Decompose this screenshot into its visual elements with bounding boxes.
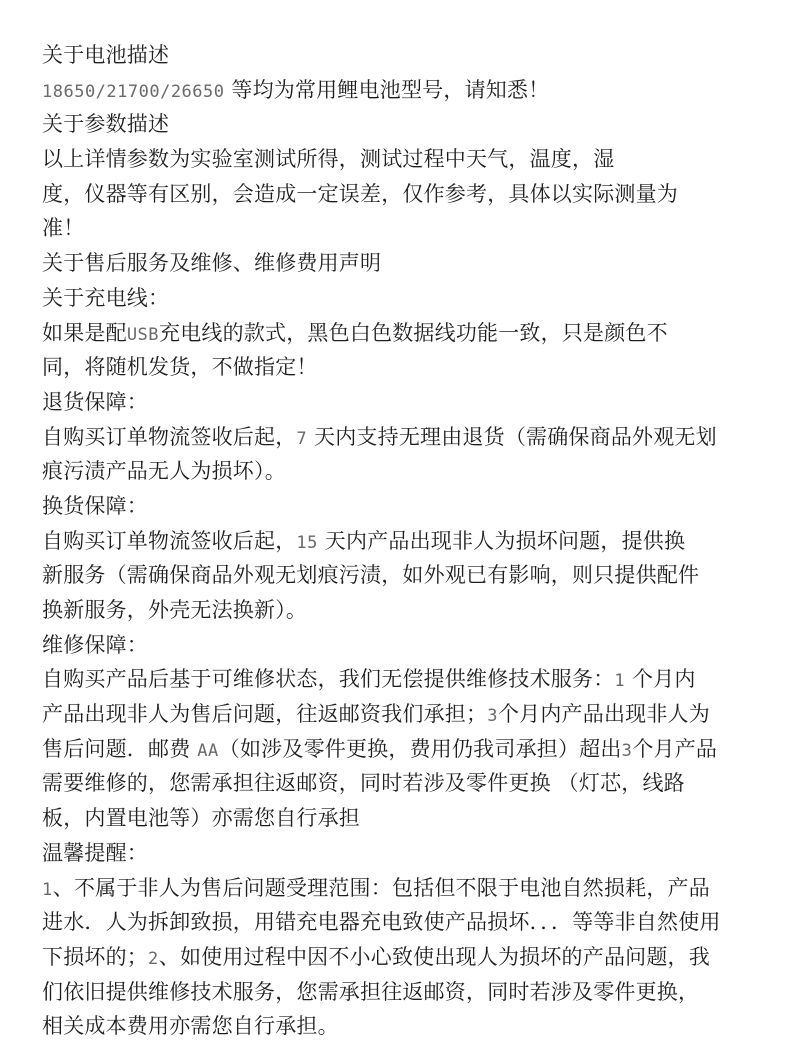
repair-line-1-a: 自购买产品后基于可维修状态，我们无偿提供维修技术服务： xyxy=(42,667,615,692)
params-section-title: 关于参数描述 xyxy=(42,112,170,137)
reminder-item-1-num: 1 xyxy=(42,879,53,900)
reminder-line-1-b: 、不属于非人为售后问题受理范围：包括但不限于电池自然损耗，产品 xyxy=(52,875,710,900)
params-line-3: 准！ xyxy=(42,216,85,241)
exchange-line-3: 换新服务，外壳无法换新）。 xyxy=(42,598,308,622)
cable-usb: USB xyxy=(126,324,160,345)
repair-months-1: 1 xyxy=(614,671,626,692)
repair-line-1-b: 个月内 xyxy=(625,667,696,692)
battery-models-note: 等均为常用鲤电池型号，请知悉！ xyxy=(224,77,550,102)
repair-line-3 xyxy=(42,732,790,767)
reminder-item-2-num: 2 xyxy=(148,948,159,969)
returns-days: 7 xyxy=(296,428,308,449)
repair-months-3b: 3 xyxy=(621,740,633,761)
reminder-line-3-a: 下损坏的； xyxy=(42,944,148,969)
after-sales-title: 关于售后服务及维修、维修费用声明 xyxy=(42,251,382,276)
returns-line-2: 痕污渍产品无人为损坏）。 xyxy=(42,459,286,484)
repair-aa: AA xyxy=(197,740,219,761)
reminder-line-5: 相关成本费用亦需您自行承担。 xyxy=(42,1014,339,1039)
cable-line-1 xyxy=(42,316,790,351)
returns-line-1-a: 自购买订单物流签收后起， xyxy=(42,424,297,449)
cable-section-title: 关于充电线： xyxy=(42,285,170,310)
reminder-line-3 xyxy=(42,940,790,975)
exchange-line-1-a: 自购买订单物流签收后起， xyxy=(42,528,297,553)
exchange-line-1 xyxy=(42,524,790,559)
exchange-line-1-b: 天内产品出现非人为损坏问题，提供换 xyxy=(317,528,686,553)
repair-line-3-c: 个月产品 xyxy=(632,736,718,761)
exchange-section-title: 换货保障： xyxy=(42,493,148,518)
reminder-line-4: 们依旧提供维修技术服务，您需承担往返邮资，同时若涉及零件更换， xyxy=(42,979,700,1004)
repair-line-2-a: 产品出现非人为售后问题，往返邮资我们承担； xyxy=(42,702,488,727)
battery-section-title: 关于电池描述 xyxy=(42,43,170,67)
reminder-line-1 xyxy=(42,871,790,906)
params-line-1: 以上详情参数为实验室测试所得，测试过程中天气，温度，湿 xyxy=(42,147,615,172)
repair-line-3-b: （如涉及零件更换，费用仍我司承担）超出 xyxy=(218,736,622,761)
reminder-line-3-b: 、如使用过程中因不小心致使出现人为损坏的产品问题，我 xyxy=(158,944,710,969)
cable-line-1-b: 充电线的款式，黑色白色数据线功能一致，只是颜色不 xyxy=(159,320,668,345)
cable-line-1-a: 如果是配 xyxy=(42,320,127,345)
repair-line-4: 需要维修的，您需承担往返邮资，同时若涉及零件更换 （灯芯，线路 xyxy=(42,771,685,796)
battery-models-line xyxy=(42,73,790,108)
reminder-section-title: 温馨提醒： xyxy=(42,840,148,865)
params-line-2: 度，仪器等有区别，会造成一定误差，仅作参考，具体以实际测量为 xyxy=(42,181,678,206)
reminder-line-2: 进水．人为拆卸致损，用错充电器充电致使产品损坏．．．等等非自然使用 xyxy=(42,910,721,935)
repair-line-3-a: 售后问题．邮费 xyxy=(42,736,198,761)
cable-line-2: 同，将随机发货，不做指定！ xyxy=(42,355,318,380)
repair-months-3a: 3 xyxy=(487,706,498,727)
exchange-line-2: 新服务（需确保商品外观无划痕污渍，如外观已有影响，则只提供配件 xyxy=(42,563,700,588)
exchange-days: 15 xyxy=(296,532,318,553)
returns-line-1-b: 天内支持无理由退货（需确保商品外观无划 xyxy=(307,424,717,449)
battery-models: 18650/21700/26650 xyxy=(42,81,225,102)
repair-line-2 xyxy=(42,697,790,732)
repair-line-1 xyxy=(42,662,790,697)
returns-section-title: 退货保障： xyxy=(42,389,148,414)
repair-section-title: 维修保障： xyxy=(42,632,148,657)
repair-line-5: 板，内置电池等）亦需您自行承担 xyxy=(42,806,360,831)
returns-line-1 xyxy=(42,420,790,455)
repair-line-2-b: 个月内产品出现非人为 xyxy=(497,702,710,727)
